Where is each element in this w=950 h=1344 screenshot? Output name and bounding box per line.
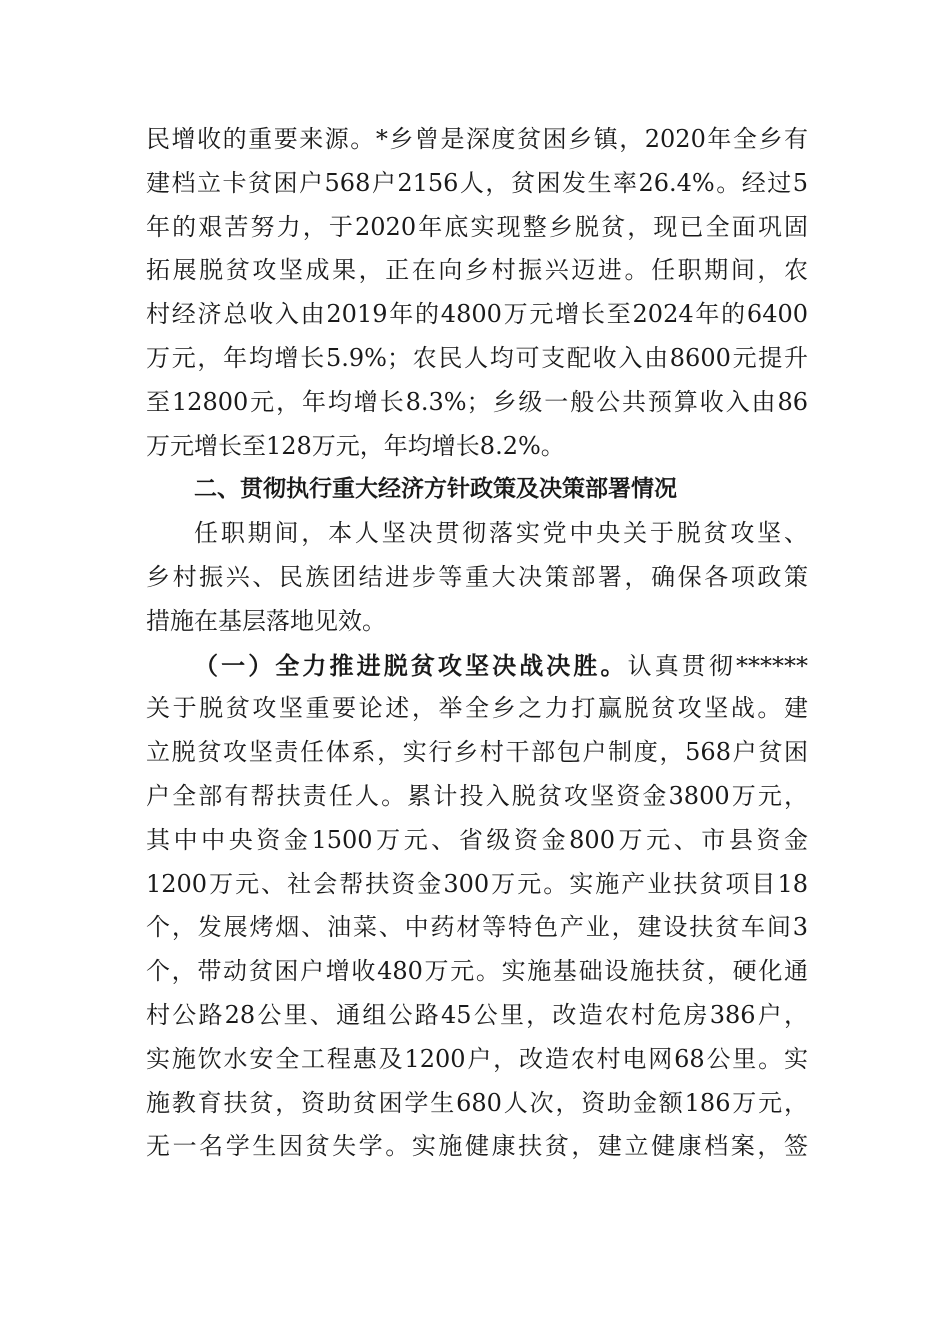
text-line: 立脱贫攻坚责任体系，实行乡村干部包户制度，568户贫困 bbox=[146, 738, 808, 767]
text-line: 其中中央资金1500万元、省级资金800万元、市县资金 bbox=[146, 825, 808, 854]
text-line: 任职期间，本人坚决贯彻落实党中央关于脱贫攻坚、 bbox=[194, 519, 808, 548]
text-line: 个，带动贫困户增收480万元。实施基础设施扶贫，硬化通 bbox=[146, 957, 808, 986]
text-line: 无一名学生因贫失学。实施健康扶贫，建立健康档案，签 bbox=[146, 1132, 808, 1161]
subheading: （一）全力推进脱贫攻坚决战决胜。 bbox=[194, 650, 628, 680]
text-line: 乡村振兴、民族团结进步等重大决策部署，确保各项政策 bbox=[146, 562, 808, 591]
text-line: 村经济总收入由2019年的4800万元增长至2024年的6400 bbox=[146, 300, 808, 329]
text-line: 村公路28公里、通组公路45公里，改造农村危房386户， bbox=[146, 1000, 808, 1029]
subheading-line bbox=[146, 644, 808, 688]
text-line: 关于脱贫攻坚重要论述，举全乡之力打赢脱贫攻坚战。建 bbox=[146, 694, 808, 723]
paragraph-poverty-alleviation bbox=[146, 644, 808, 1170]
text-line: 施教育扶贫，资助贫困学生680人次，资助金额186万元， bbox=[146, 1088, 808, 1117]
text-run: 认真贯彻****** bbox=[627, 651, 808, 680]
text-line: 措施在基层落地见效。 bbox=[146, 606, 386, 635]
text-line: 个，发展烤烟、油菜、中药材等特色产业，建设扶贫车间3 bbox=[146, 913, 808, 942]
section-heading: 二、贯彻执行重大经济方针政策及决策部署情况 bbox=[194, 476, 677, 503]
text-line: 拓展脱贫攻坚成果，正在向乡村振兴迈进。任职期间，农 bbox=[146, 256, 808, 285]
text-line: 万元，年均增长5.9%；农民人均可支配收入由8600元提升 bbox=[146, 343, 808, 372]
text-line: 年的艰苦努力，于2020年底实现整乡脱贫，现已全面巩固 bbox=[146, 212, 808, 241]
text-line: 实施饮水安全工程惠及1200户，改造农村电网68公里。实 bbox=[146, 1044, 808, 1073]
paragraph-policy-intro bbox=[146, 512, 808, 643]
text-line: 1200万元、社会帮扶资金300万元。实施产业扶贫项目18 bbox=[146, 869, 808, 898]
text-line: 建档立卡贫困户568户2156人，贫困发生率26.4%。经过5 bbox=[146, 168, 808, 197]
text-line: 万元增长至128万元，年均增长8.2%。 bbox=[146, 431, 565, 460]
text-line: 户全部有帮扶责任人。累计投入脱贫攻坚资金3800万元， bbox=[146, 781, 808, 810]
text-line: 至12800元，年均增长8.3%；乡级一般公共预算收入由86 bbox=[146, 387, 808, 416]
document-page bbox=[146, 118, 808, 1169]
text-line: 民增收的重要来源。*乡曾是深度贫困乡镇，2020年全乡有 bbox=[146, 125, 808, 153]
paragraph-economic-overview bbox=[146, 118, 808, 468]
